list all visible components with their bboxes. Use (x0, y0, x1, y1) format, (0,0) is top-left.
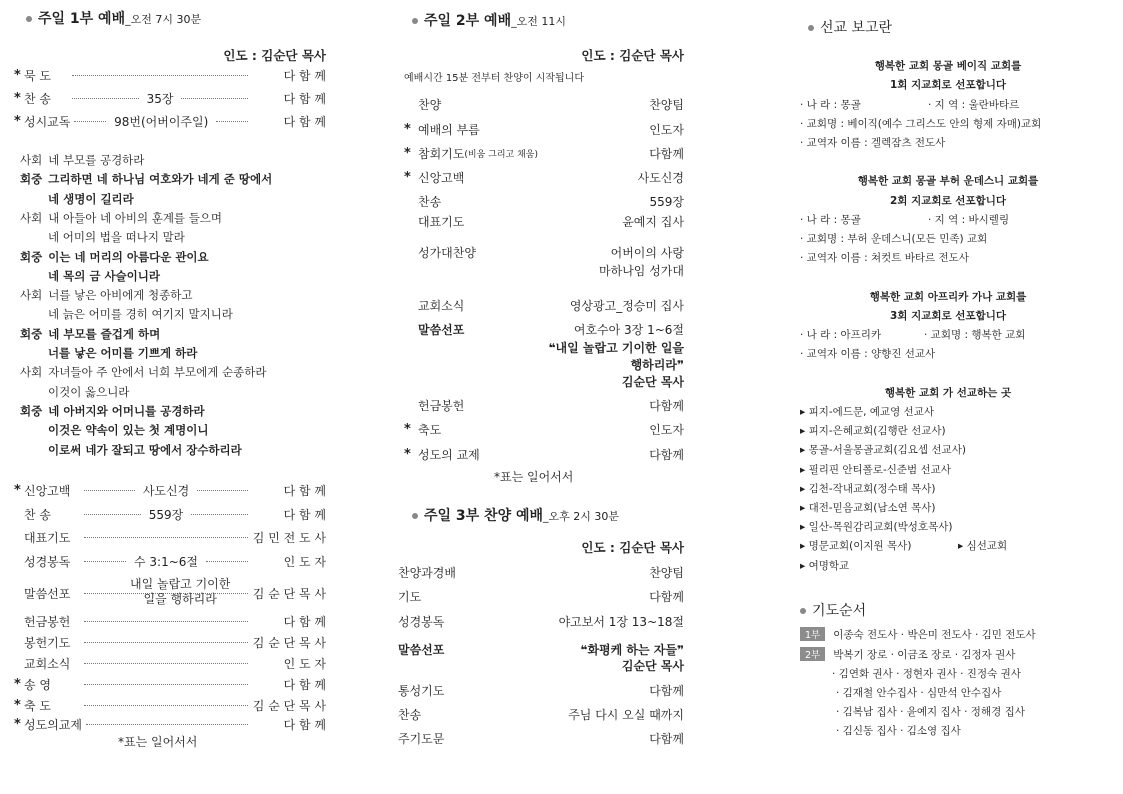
order-item (14, 654, 326, 672)
required-standing-mark: * (14, 697, 21, 713)
order-item-person: 다 함 께 (283, 614, 326, 629)
sermon2-label: 말씀선포 (418, 323, 465, 337)
mission2-country: · 나 라 : 몽골 (800, 214, 861, 226)
reading-text: 그리하면 네 하나님 여호와가 네게 준 땅에서 (48, 172, 273, 187)
news-value: 영상광고_정승미 집사 (569, 299, 684, 313)
order-item-value: 야고보서 1장 13~18절 (558, 615, 684, 629)
order-item-detail: 35장 (146, 91, 174, 106)
reading-line (20, 326, 160, 342)
reading-role: 회중 (20, 172, 43, 187)
prayer-service2 (800, 647, 1015, 662)
order-item-left (398, 613, 444, 630)
bullet-icon (412, 18, 418, 24)
order-item-left (398, 121, 480, 138)
mission1-country: · 나 라 : 몽골 (800, 99, 861, 111)
order-item-label: 찬송 (418, 195, 442, 209)
order-item-label: 묵 도 (24, 68, 51, 83)
reading-line (20, 403, 205, 419)
reading-text: 네 어미의 법을 떠나지 말라 (48, 230, 185, 245)
leader-dots (191, 514, 248, 515)
order-item-person: 다 함 께 (283, 68, 326, 83)
order-item-left (398, 397, 464, 414)
order-item-label: 참회기도 (418, 147, 465, 161)
reading-line (20, 364, 266, 380)
order-item (14, 481, 326, 499)
mission3-title-line2: 3회 지교회로 선포합니다 (889, 310, 1007, 322)
order-item-label: 성도의 교제 (418, 448, 480, 462)
mission-title: 선교 보고란 (820, 20, 893, 36)
order-item-left (398, 564, 456, 581)
support-item: ▸ 피지-에드문, 예교영 선교사 (800, 406, 934, 418)
support-item: ▸ 김천-작내교회(정수태 목사) (800, 482, 936, 495)
reading-text: 네 늙은 어미를 경히 여기지 말지니라 (48, 307, 233, 322)
order-item-value: 인도자 (649, 423, 684, 437)
order-item-person: 다 함 께 (283, 91, 326, 106)
mission2-region: · 지 역 : 바시렐링 (928, 214, 1010, 226)
reading-role: 회중 (20, 249, 43, 264)
order-item-person: 다 함 께 (283, 677, 326, 692)
order-item-label: 송 영 (24, 677, 51, 692)
reading-text: 이것은 약속이 있는 첫 계명이니 (48, 423, 209, 438)
reading-text: 자녀들아 주 안에서 너희 부모에게 순종하라 (48, 365, 267, 380)
choir-name: 마하나임 성가대 (599, 264, 684, 278)
order-item-person: 인 도 자 (283, 656, 326, 671)
service2-title: 주일 2부 예배 (424, 13, 512, 29)
reading-role: 사회 (20, 153, 43, 167)
order-item-person: 김 민 전 도 사 (252, 530, 326, 545)
reading-line (48, 191, 134, 207)
order-item (398, 121, 684, 138)
order-item-label: 찬양 (418, 98, 442, 112)
reading-role: 사회 (20, 288, 43, 303)
service1-heading (26, 8, 201, 28)
reading-line (20, 210, 222, 226)
reading-role: 사회 (20, 210, 43, 225)
order-item (398, 613, 684, 630)
order-item-person: 김 순 단 목 사 (252, 698, 326, 713)
service3-heading (412, 505, 619, 525)
support-item: ▸ 여명학교 (800, 559, 850, 572)
prayer-service1 (800, 627, 1036, 642)
support-item: ▸ 피지-은혜교회(김행란 선교사) (800, 425, 946, 438)
sermon2-preacher: 김순단 목사 (621, 375, 684, 389)
prayer-service2-line5: · 김신동 집사 · 김소영 집사 (836, 725, 961, 737)
order-item (398, 588, 684, 605)
order-item-value: 다함께 (649, 399, 684, 413)
required-standing-mark: * (14, 482, 21, 498)
order-item (398, 730, 684, 747)
required-standing-mark: * (404, 170, 411, 185)
reading-text: 이는 네 머리의 아름다운 관이요 (48, 249, 209, 264)
mission3-church: · 교회명 : 행복한 교회 (924, 329, 1026, 341)
mission1-title-line2: 1회 지교회로 선포합니다 (889, 79, 1007, 91)
leader-dots (74, 121, 106, 122)
mission2-church: · 교회명 : 부허 운데스니(모든 민족) 교회 (800, 233, 988, 245)
required-standing-mark: * (14, 90, 21, 106)
support-item: ▸ 필리핀 안티폴로-신준범 선교사 (800, 463, 951, 476)
support-item: ▸ 일산-목원감리교회(박성호목사) (800, 521, 953, 534)
order-item-left (398, 446, 480, 463)
order-item-label: 대표기도 (418, 215, 465, 229)
leader-dots (197, 490, 248, 491)
order-item-label: 통성기도 (398, 684, 445, 698)
order-item-detail: 559장 (148, 507, 184, 522)
order-item (14, 112, 326, 130)
service1-sermon-title (130, 577, 230, 607)
order-item-label: 헌금봉헌 (24, 614, 71, 629)
sermon3-preacher: 김순단 목사 (621, 659, 684, 673)
news-label: 교회소식 (418, 299, 465, 313)
leader-dots (84, 663, 248, 664)
mission-heading (808, 17, 892, 37)
order-item-label: 찬 송 (24, 91, 51, 106)
required-standing-mark: * (14, 676, 21, 692)
leader-dots (84, 684, 248, 685)
order-item-label: 교회소식 (24, 656, 71, 671)
prayer-heading (800, 600, 866, 620)
leader-dots (206, 561, 248, 562)
prayer-service1-names: 이종숙 전도사 · 박은미 전도사 · 김민 전도사 (833, 629, 1036, 641)
leader-dots (84, 490, 135, 491)
leader-dots (181, 98, 248, 99)
sermon3-label: 말씀선포 (398, 643, 445, 657)
order-item (398, 706, 684, 723)
order-item-left (398, 193, 441, 210)
reading-text: 네 아버지와 어머니를 공경하라 (48, 403, 205, 418)
reading-line (48, 268, 160, 284)
service1-title: 주일 1부 예배 (38, 11, 126, 27)
leader-dots (216, 121, 248, 122)
order-item-value: 다함께 (649, 147, 684, 161)
order-item-value: 559장 (649, 195, 684, 209)
order-item-label: 기도 (398, 590, 422, 604)
leader-dots (84, 561, 126, 562)
order-item-left (398, 421, 441, 438)
order-item (14, 633, 326, 651)
reading-line (20, 287, 193, 303)
service2-leader: 인도 : 김순단 목사 (581, 48, 684, 63)
reading-line (48, 442, 242, 458)
prayer-title: 기도순서 (812, 603, 867, 619)
order-item (398, 446, 684, 463)
order-item (398, 421, 684, 438)
order-item (398, 397, 684, 414)
order-item (398, 564, 684, 581)
sermon-title-line2: 일을 행하리라 (143, 592, 217, 606)
prayer-service2-line4: · 김복남 집사 · 윤예지 집사 · 정해경 집사 (836, 706, 1025, 718)
reading-text: 네 부모를 즐겁게 하며 (48, 326, 161, 341)
reading-line (20, 171, 272, 187)
leader-dots (72, 75, 248, 76)
leader-dots (84, 642, 248, 643)
bullet-icon (800, 608, 806, 614)
order-item (398, 682, 684, 699)
order-item-label: 축 도 (24, 698, 51, 713)
mission2-title-line1: 행복한 교회 몽골 부허 운데스니 교회를 (857, 175, 1039, 187)
order-item-label: 성경봉독 (398, 615, 445, 629)
order-item-person: 인 도 자 (283, 554, 327, 569)
order-item-value: 사도신경 (637, 171, 684, 185)
order-item-left (398, 169, 464, 186)
order-item-value: 다함께 (649, 732, 684, 746)
mission2-title-line2: 2회 지교회로 선포합니다 (889, 195, 1007, 207)
reading-line (48, 422, 208, 438)
sermon2-title-line1: ❝내일 놀랍고 기이한 일을 (548, 341, 684, 355)
order-item-label: 찬양과경배 (398, 566, 456, 580)
sermon3-title: ❝화평케 하는 자들❞ (580, 643, 684, 657)
reading-line (48, 384, 129, 400)
order-item-note: (비움 그리고 채움) (464, 150, 538, 160)
mission3-country: · 나 라 : 아프리카 (800, 329, 882, 341)
service2-footnote: *표는 일어서서 (494, 470, 574, 484)
order-item-value: 찬양팀 (649, 566, 684, 580)
reading-text: 네 목의 금 사슬이니라 (48, 268, 160, 283)
bullet-icon (808, 25, 814, 31)
prayer-service2-line2: · 김연화 권사 · 정현자 권사 · 진정숙 권사 (832, 668, 1021, 680)
required-standing-mark: * (14, 716, 21, 732)
order-item-label: 성경봉독 (24, 554, 71, 569)
order-item-value: 찬양팀 (649, 98, 684, 112)
order-item-person: 다 함 께 (283, 717, 326, 732)
reading-role: 회중 (20, 326, 43, 341)
required-standing-mark: * (404, 447, 411, 462)
reading-text: 너를 낳은 아비에게 청종하고 (48, 288, 193, 303)
order-item (398, 145, 684, 162)
service2-notice: 예배시간 15분 전부터 찬양이 시작됩니다 (404, 73, 584, 84)
order-item-value: 다함께 (649, 448, 684, 462)
choir-label: 성가대찬양 (418, 246, 476, 260)
order-item-value: 윤예지 집사 (622, 215, 684, 229)
order-item (398, 169, 684, 186)
order-item (398, 193, 684, 210)
leader-dots (84, 514, 141, 515)
service2-time: _오전 11시 (511, 15, 566, 28)
reading-text: 이것이 옳으니라 (48, 384, 130, 399)
required-standing-mark: * (404, 122, 411, 137)
bullet-icon (26, 16, 32, 22)
service3-time: _오후 2시 30분 (543, 510, 620, 523)
order-item (14, 66, 326, 84)
order-item (14, 675, 326, 693)
order-item (14, 89, 326, 107)
reading-text: 내 아들아 네 아비의 훈계를 들으며 (48, 210, 223, 225)
order-item-left (398, 682, 444, 699)
support-title: 행복한 교회 가 선교하는 곳 (884, 387, 1012, 399)
order-item-label: 신앙고백 (418, 171, 465, 185)
reading-text: 너를 낳은 어미를 기쁘게 하라 (48, 346, 198, 360)
order-item (398, 96, 684, 113)
leader-dots (84, 621, 248, 622)
order-item (14, 696, 326, 714)
order-item-label: 말씀선포 (24, 586, 71, 601)
order-item (14, 715, 326, 733)
order-item-detail: 98번(어버이주일) (114, 114, 209, 129)
order-item (14, 528, 326, 546)
reading-text: 이로써 네가 잘되고 땅에서 장수하리라 (48, 442, 242, 457)
reading-line (20, 152, 144, 168)
mission1-title-line1: 행복한 교회 몽골 베이직 교회를 (874, 60, 1022, 72)
support-item: ▸ 몽골-서울몽골교회(김요셉 선교사) (800, 444, 966, 457)
mission1-missionary: · 교역자 이름 : 겔렉잠츠 전도사 (800, 137, 946, 149)
order-item-value: 다함께 (649, 590, 684, 604)
order-item-detail: 사도신경 (142, 483, 190, 498)
sermon2-title-line2: 행하리라❞ (630, 358, 684, 372)
leader-dots (72, 98, 139, 99)
support-item: ▸ 명문교회(이지원 목사) (800, 540, 912, 553)
order-item-person: 다 함 께 (283, 114, 326, 129)
required-standing-mark: * (404, 422, 411, 437)
bullet-icon (412, 513, 418, 519)
required-standing-mark: * (404, 146, 411, 161)
order-item-label: 축도 (418, 423, 442, 437)
reading-role: 사회 (20, 365, 43, 380)
mission3-missionary: · 교역자 이름 : 양향진 선교사 (800, 348, 936, 360)
order-item-person: 김 순 단 목 사 (252, 586, 326, 601)
prayer-tag-1: 1부 (800, 627, 825, 641)
service2-heading (412, 10, 566, 30)
support-item: ▸ 대전-믿음교회(남소연 목사) (800, 502, 936, 514)
order-item (398, 213, 684, 230)
sermon-title-line1: 내일 놀랍고 기이한 (130, 577, 231, 591)
order-item-value: 주님 다시 오실 때까지 (568, 708, 684, 722)
order-item-label: 찬송 (398, 708, 422, 722)
service3-title: 주일 3부 찬양 예배 (424, 508, 544, 524)
reading-text: 네 생명이 길리라 (48, 191, 134, 206)
mission2-missionary: · 교역자 이름 : 쳐컷트 바타르 전도사 (800, 252, 969, 264)
order-item-label: 신앙고백 (24, 483, 71, 498)
support-extra: ▸ 심선교회 (958, 540, 1008, 552)
service1-time: _오전 7시 30분 (125, 13, 202, 26)
order-item-left (398, 588, 421, 605)
service1-footnote: *표는 일어서서 (118, 735, 198, 749)
order-item-detail: 수 3:1~6절 (134, 554, 199, 569)
required-standing-mark: * (14, 67, 21, 83)
leader-dots (86, 724, 248, 725)
reading-line (48, 306, 233, 322)
reading-line (48, 345, 197, 361)
prayer-service2-line1: 박복기 장로 · 이금조 장로 · 김정자 권사 (833, 649, 1016, 661)
reading-line (48, 229, 185, 245)
order-item-value: 다함께 (649, 684, 684, 698)
order-item (14, 552, 326, 570)
order-item (14, 505, 326, 523)
leader-dots (84, 537, 248, 538)
prayer-tag-2: 2부 (800, 647, 825, 661)
order-item-label: 주기도문 (398, 732, 445, 746)
reading-text: 네 부모를 공경하라 (48, 153, 145, 167)
order-item-label: 헌금봉헌 (418, 399, 465, 413)
order-item-left (398, 730, 444, 747)
prayer-service2-line3: · 김재철 안수집사 · 심만석 안수집사 (836, 687, 1002, 699)
service3-leader: 인도 : 김순단 목사 (581, 540, 684, 555)
leader-dots (84, 705, 248, 706)
order-item-label: 성시교독 (24, 114, 71, 129)
order-item-label: 예배의 부름 (418, 123, 480, 137)
reading-line (20, 249, 209, 265)
choir-song: 어버이의 사랑 (610, 246, 684, 260)
order-item-label: 대표기도 (24, 530, 71, 545)
mission1-region: · 지 역 : 울란바타르 (928, 99, 1020, 111)
order-item-label: 성도의교제 (24, 717, 82, 732)
order-item-person: 다 함 께 (283, 507, 326, 522)
reading-role: 회중 (20, 403, 43, 418)
service1-leader: 인도 : 김순단 목사 (223, 48, 326, 63)
order-item-person: 김 순 단 목 사 (252, 635, 326, 650)
order-item-left (398, 96, 441, 113)
order-item-left (398, 145, 538, 162)
sermon2-ref: 여호수아 3장 1~6절 (573, 323, 684, 337)
order-item-person: 다 함 께 (283, 483, 326, 498)
order-item (14, 612, 326, 630)
order-item-left (398, 213, 464, 230)
mission3-title-line1: 행복한 교회 아프리카 가나 교회를 (869, 291, 1027, 303)
order-item-left (398, 706, 421, 723)
order-item-label: 봉헌기도 (24, 635, 71, 650)
required-standing-mark: * (14, 113, 21, 129)
mission1-church: · 교회명 : 베이직(예수 그리스도 안의 형제 자매)교회 (800, 118, 1042, 130)
order-item-label: 찬 송 (24, 507, 51, 522)
order-item-value: 인도자 (649, 123, 684, 137)
